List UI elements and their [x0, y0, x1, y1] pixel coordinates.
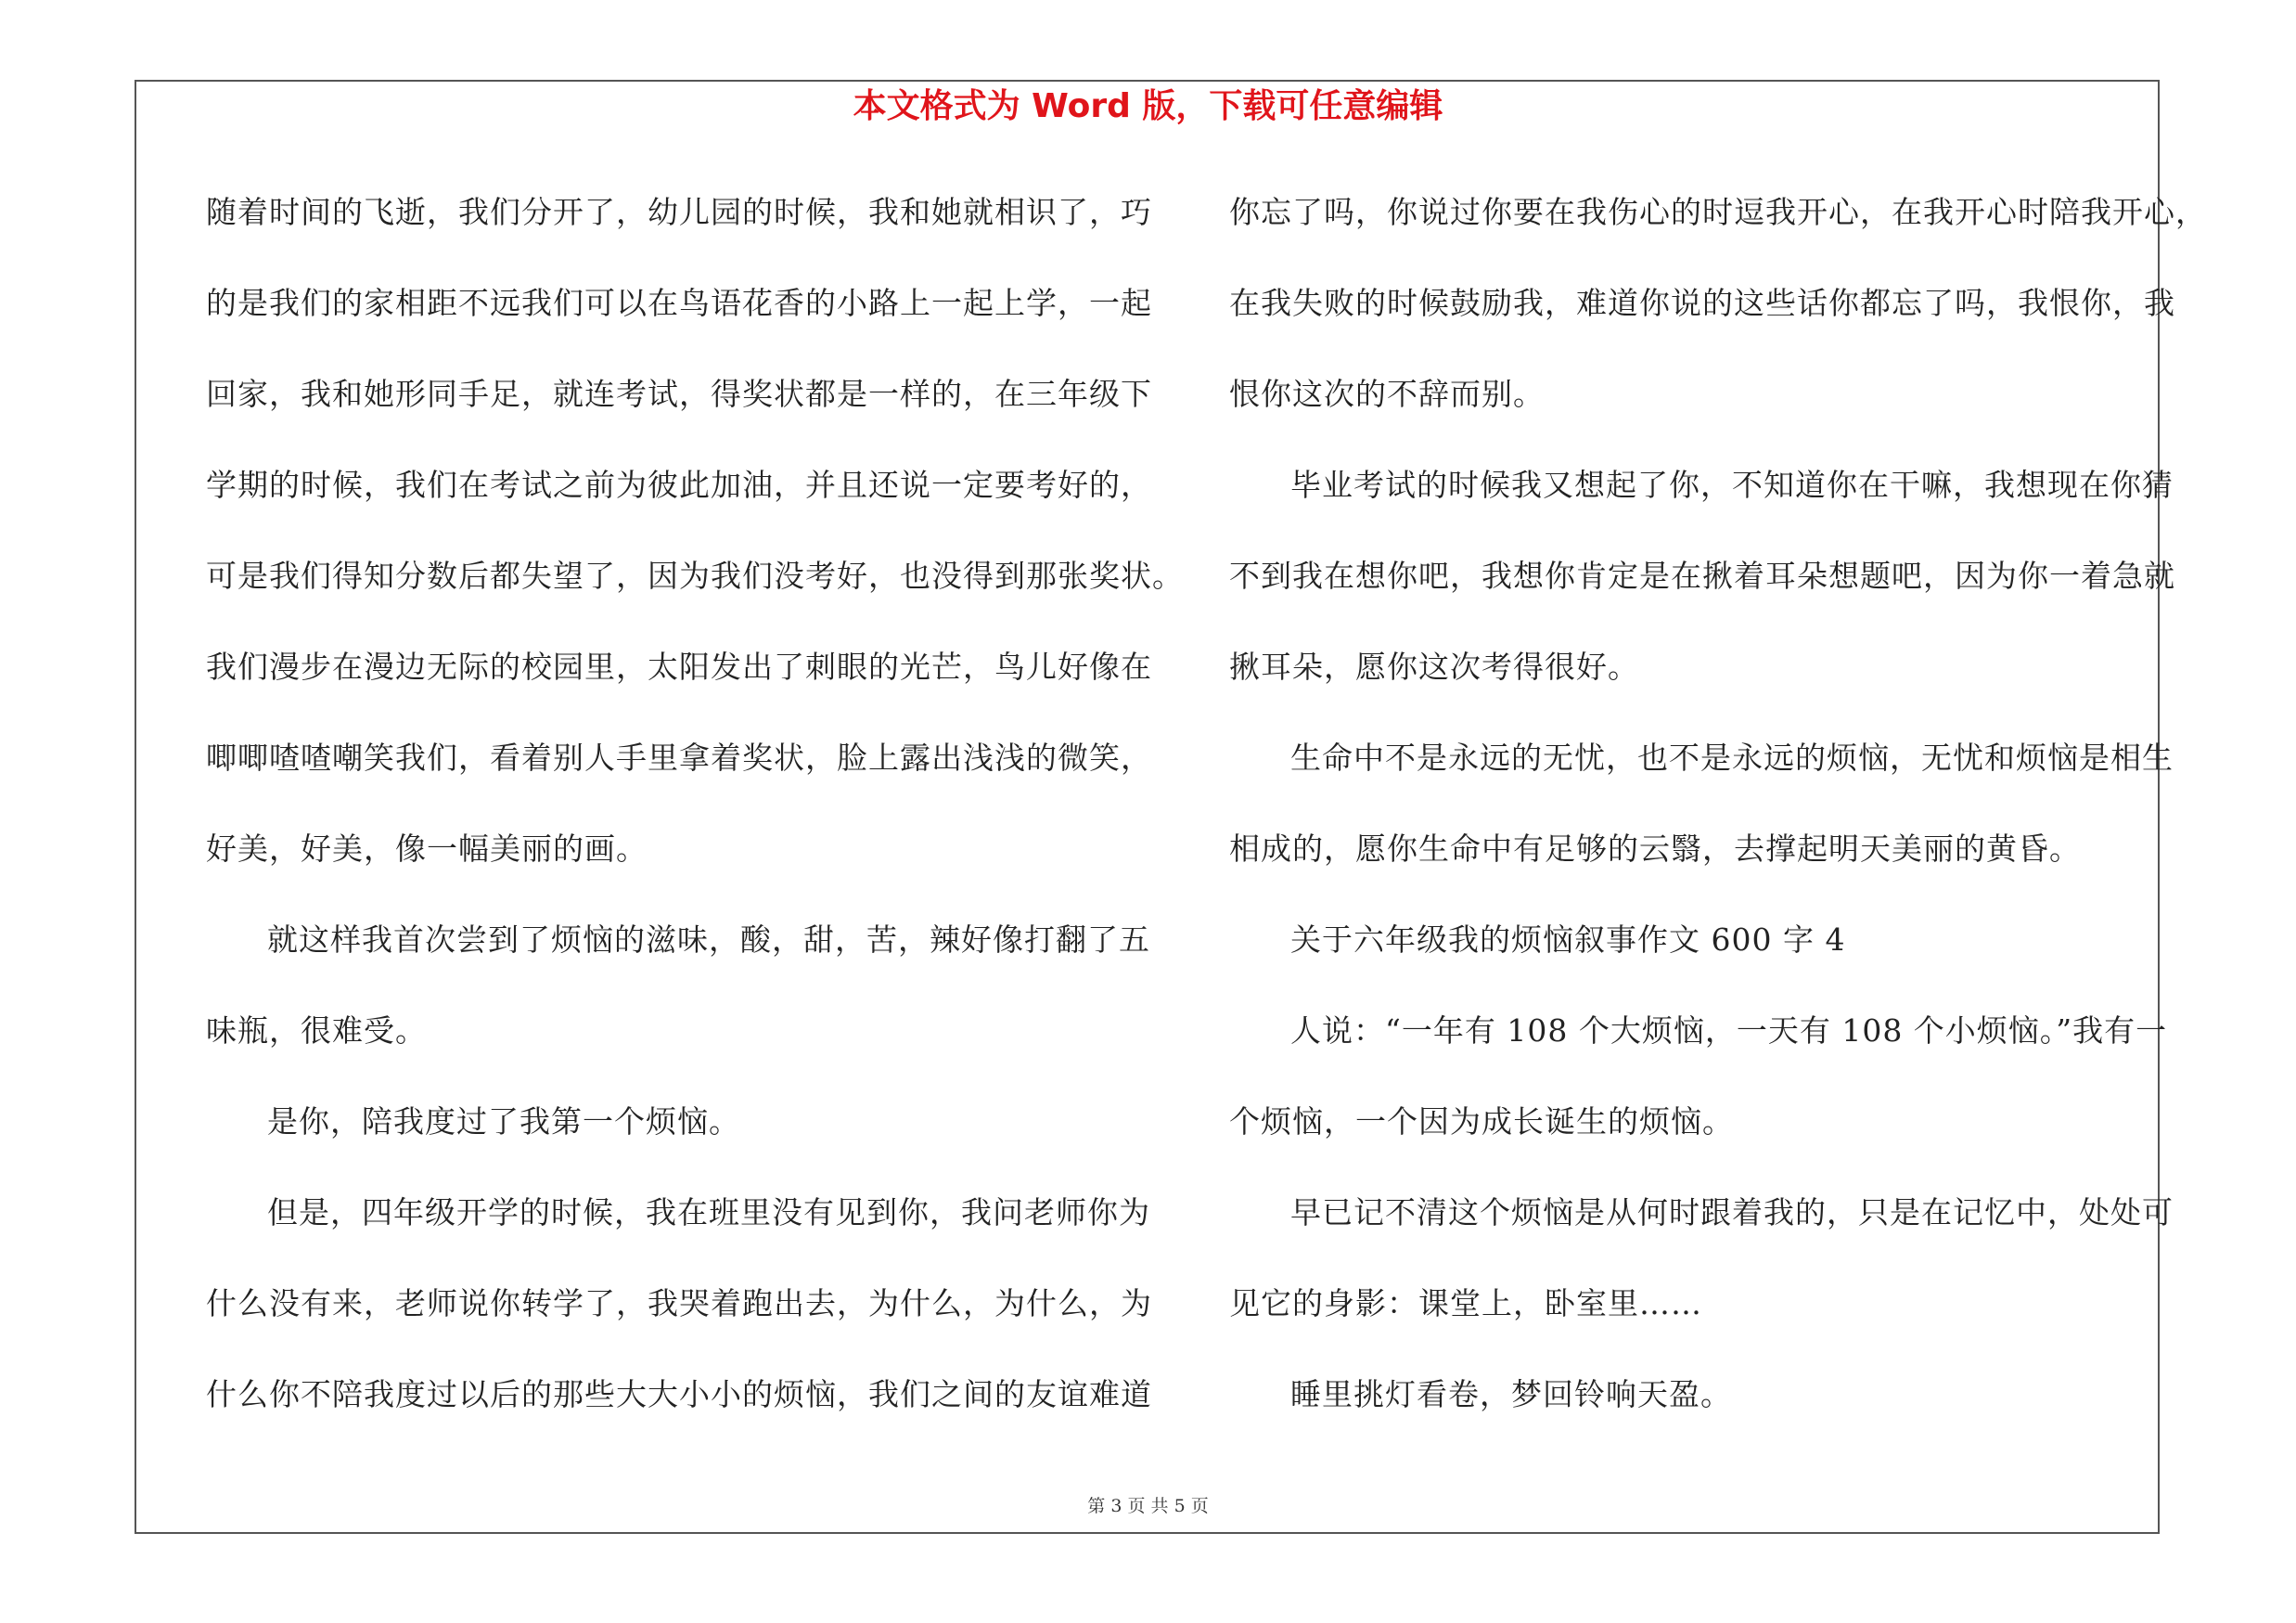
text-line: 好美，好美，像一幅美丽的画。: [206, 831, 648, 867]
text-line: 但是，四年级开学的时候，我在班里没有见到你，我问老师你为: [267, 1194, 1150, 1230]
text-line: 就这样我首次尝到了烦恼的滋味，酸，甜，苦，辣好像打翻了五: [267, 921, 1150, 958]
left-column: [206, 184, 1184, 1457]
section-heading: 关于六年级我的烦恼叙事作文 600 字 4: [1290, 921, 1846, 958]
footer-prefix: 第: [1087, 1496, 1106, 1516]
footer-mid: 页 共: [1127, 1496, 1169, 1516]
text-line: 你忘了吗，你说过你要在我伤心的时逗我开心，在我开心时陪我开心，: [1229, 194, 2207, 230]
text-line: 个烦恼，一个因为成长诞生的烦恼。: [1229, 1103, 1734, 1140]
text-line: 早已记不清这个烦恼是从何时跟着我的，只是在记忆中，处处可: [1290, 1194, 2174, 1230]
text-line: 的是我们的家相距不远我们可以在鸟语花香的小路上一起上学，一起: [206, 285, 1152, 321]
text-line: 回家，我和她形同手足，就连考试，得奖状都是一样的，在三年级下: [206, 376, 1152, 412]
current-page-number: 3: [1110, 1496, 1122, 1516]
text-line: 生命中不是永远的无忧，也不是永远的烦恼，无忧和烦恼是相生: [1290, 740, 2174, 776]
text-line: 在我失败的时候鼓励我，难道你说的这些话你都忘了吗，我恨你，我: [1229, 285, 2175, 321]
page-number-footer: [0, 1492, 2296, 1520]
total-page-count: 5: [1174, 1496, 1186, 1516]
text-line: 唧唧喳喳嘲笑我们，看着别人手里拿着奖状，脸上露出浅浅的微笑，: [206, 740, 1152, 776]
text-line: 学期的时候，我们在考试之前为彼此加油，并且还说一定要考好的，: [206, 467, 1152, 503]
text-line: 见它的身影：课堂上，卧室里……: [1229, 1285, 1702, 1321]
right-column: [1229, 184, 2207, 1457]
text-line: 什么你不陪我度过以后的那些大大小小的烦恼，我们之间的友谊难道: [206, 1376, 1152, 1412]
text-line: 味瓶，很难受。: [206, 1012, 427, 1049]
text-line: 我们漫步在漫边无际的校园里，太阳发出了刺眼的光芒，鸟儿好像在: [206, 649, 1152, 685]
text-line: 恨你这次的不辞而别。: [1229, 376, 1545, 412]
text-line: 什么没有来，老师说你转学了，我哭着跑出去，为什么，为什么，为: [206, 1285, 1152, 1321]
text-line: 不到我在想你吧，我想你肯定是在揪着耳朵想题吧，因为你一着急就: [1229, 558, 2175, 594]
text-line: 揪耳朵，愿你这次考得很好。: [1229, 649, 1639, 685]
text-line: 随着时间的飞逝，我们分开了，幼儿园的时候，我和她就相识了，巧: [206, 194, 1152, 230]
footer-suffix: 页: [1190, 1496, 1209, 1516]
word-format-banner: 本文格式为 Word 版，下载可任意编辑: [853, 87, 1443, 125]
text-line: 毕业考试的时候我又想起了你，不知道你在干嘛，我想现在你猜: [1290, 467, 2174, 503]
text-line: 人说：“一年有 108 个大烦恼，一天有 108 个小烦恼。”我有一: [1290, 1012, 2168, 1049]
text-line: 是你，陪我度过了我第一个烦恼。: [267, 1103, 740, 1140]
text-line: 相成的，愿你生命中有足够的云翳，去撑起明天美丽的黄昏。: [1229, 831, 2081, 867]
text-line: 可是我们得知分数后都失望了，因为我们没考好，也没得到那张奖状。: [206, 558, 1184, 594]
text-line: 睡里挑灯看卷，梦回铃响天盈。: [1290, 1376, 1732, 1412]
